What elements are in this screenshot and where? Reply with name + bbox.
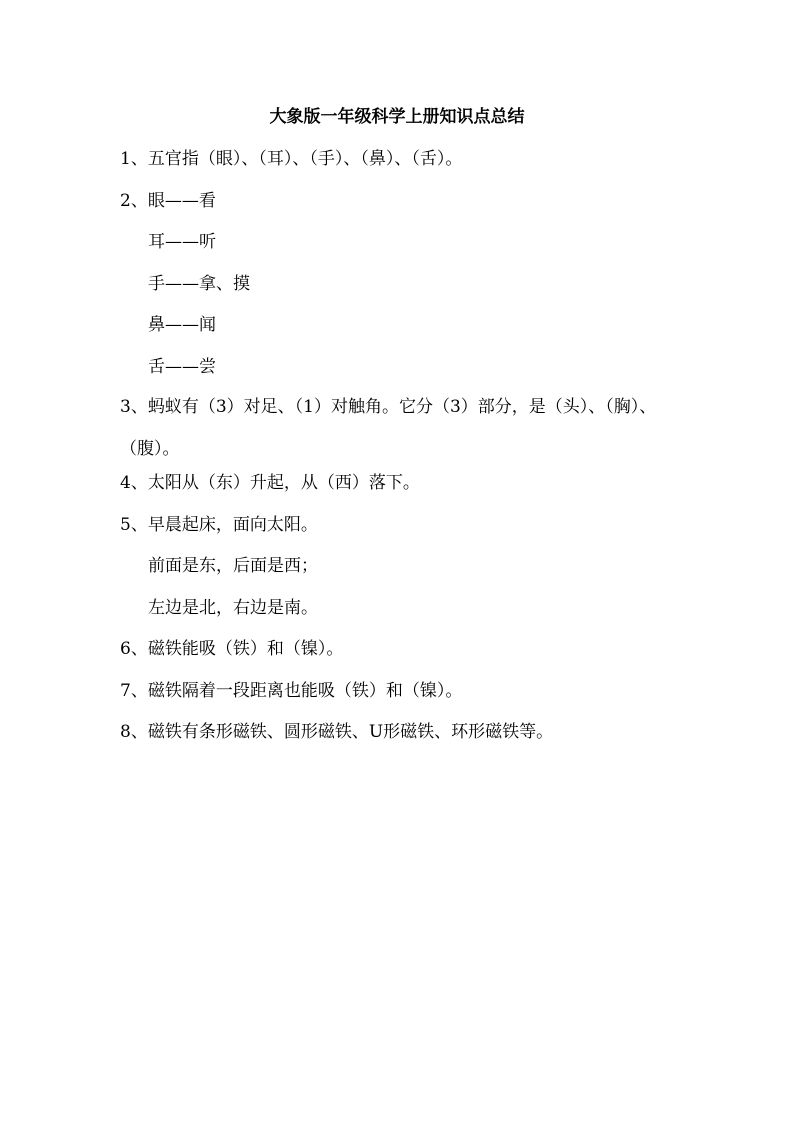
- item-2-hand: 手——拿、摸: [148, 273, 250, 294]
- item-7: 7、磁铁隔着一段距离也能吸（铁）和（镍）。: [120, 680, 463, 701]
- item-4: 4、太阳从（东）升起，从（西）落下。: [120, 473, 420, 493]
- item-6: 6、磁铁能吸（铁）和（镍）。: [120, 639, 344, 659]
- item-2-nose: 鼻——闻: [148, 315, 216, 335]
- item-5: 5、早晨起床，面向太阳。: [120, 514, 318, 535]
- document-title: 大象版一年级科学上册知识点总结: [269, 107, 525, 127]
- item-5-front-back: 前面是东，后面是西；: [148, 556, 318, 576]
- document-body: [120, 146, 690, 761]
- item-2-ear: 耳——听: [148, 232, 216, 252]
- item-3: 3、蚂蚁有（3）对足、（1）对触角。它分（3）部分，是（头）、（胸）、（腹）。: [120, 397, 657, 459]
- item-2-eye: 2、眼——看: [120, 190, 216, 211]
- item-1: 1、五官指（眼）、（耳）、（手）、（鼻）、（舌）。: [120, 149, 463, 169]
- item-8: 8、磁铁有条形磁铁、圆形磁铁、U形磁铁、环形磁铁等。: [120, 722, 554, 742]
- item-2-tongue: 舌——尝: [148, 356, 216, 377]
- item-5-left-right: 左边是北，右边是南。: [148, 597, 318, 618]
